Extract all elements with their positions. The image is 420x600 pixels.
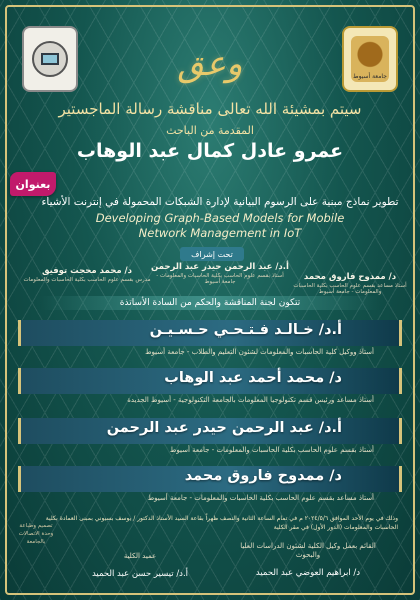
thesis-title-english: Developing Graph-Based Models for Mobile Network Management in IoT — [95, 211, 345, 240]
vice-dean-signature — [228, 542, 388, 578]
thesis-title-arabic: تطوير نماذج مبنية على الرسوم البيانية لإدارة الشبكات المحمولة في إنترنت الأشياء — [41, 196, 399, 208]
supervision-label: تحت إشراف — [180, 247, 244, 261]
member-description: أستاذ مساعد ورئيس قسم تكنولوجيا المعلومات بالجامعة التكنولوجية - أسيوط الجديدة — [127, 396, 374, 404]
university-logo-text: جامعة أسيوط — [353, 73, 387, 80]
supervisor-title: مدرس بقسم علوم الحاسب بكلية الحاسبات والمعلومات — [23, 277, 151, 283]
presenter-label: المقدمة من الباحث — [166, 124, 254, 137]
university-logo — [342, 26, 398, 92]
signature-role: عميد الكلية — [123, 552, 157, 560]
supervisor-1 — [150, 262, 290, 285]
committee-heading: تتكون لجنة المناقشة والحكم من السادة الأساتذة — [40, 296, 380, 310]
supervisor-3 — [22, 266, 152, 283]
committee-member-2 — [18, 368, 402, 408]
university-emblem-icon — [351, 36, 389, 82]
signature-name: أ.د/ تيسير حسن عبد الحميد — [91, 569, 189, 579]
researcher-name: عمرو عادل كمال عبد الوهاب — [76, 140, 344, 162]
member-description: أستاذ بقسم علوم الحاسب بكلية الحاسبات والمعلومات - جامعة أسيوط — [169, 446, 374, 454]
supervisor-title: أستاذ بقسم علوم الحاسب بكلية الحاسبات والمعلومات - جامعة أسيوط — [156, 273, 284, 285]
member-name: د/ ممدوح فاروق محمد — [184, 468, 342, 484]
member-name: أ.د/ عبد الرحمن حيدر عبد الرحمن — [106, 420, 342, 436]
supervisor-title: أستاذ مساعد بقسم علوم الحاسب بكلية الحاسبات والمعلومات - جامعة أسيوط — [293, 283, 407, 295]
signature-role: القائم بعمل وكيل الكلية لشئون الدراسات العليا والبحوث — [240, 542, 376, 559]
dean-signature — [70, 552, 210, 579]
supervisor-2 — [290, 272, 410, 295]
committee-member-1 — [18, 320, 402, 360]
announcement-text: سيتم بمشيئة الله تعالى مناقشة رسالة الماجستير — [58, 100, 362, 118]
supervisor-name: أ.د/ عبد الرحمن حيدر عبد الرحمن — [151, 262, 289, 272]
faculty-emblem-icon — [30, 39, 70, 79]
event-details: وذلك في يوم الأحد الموافق ٢٠٢٤/٥/٦ م في تمام الساعة الثانية والنصف ظهراً بقاعة السيد الأستاذ الدكتور / يوسف بسيوني بمبنى العمادة بكلية الحاسبات والمعلومات (الدور الأول) في مقر الكلية — [45, 515, 398, 531]
member-description: أستاذ مساعد بقسم علوم الحاسب بكلية الحاسبات والمعلومات - جامعة أسيوط — [147, 494, 374, 502]
committee-member-3 — [18, 418, 402, 458]
member-description: أستاذ ووكيل كلية الحاسبات والمعلومات لشئون التعليم والطلاب - جامعة أسيوط — [145, 348, 374, 356]
title-badge: بعنوان — [10, 172, 56, 196]
supervisor-name: د/ محمد محجت توفيق — [41, 266, 133, 276]
member-name: أ.د/ خـالـد فـتـحـي حـسـيـن — [149, 322, 342, 338]
faculty-logo — [22, 26, 78, 92]
signature-name: د/ ابراهيم العوضي عبد الحميد — [255, 568, 361, 578]
committee-member-4 — [18, 466, 402, 506]
design-credit: تصميم وطباعة وحدة الاتصالات بالجامعة — [18, 523, 54, 545]
calligraphy-emblem: وعق — [177, 44, 243, 84]
supervisor-name: د/ ممدوح فاروق محمد — [303, 272, 397, 282]
member-name: د/ محمد أحمد عبد الوهاب — [164, 370, 342, 386]
